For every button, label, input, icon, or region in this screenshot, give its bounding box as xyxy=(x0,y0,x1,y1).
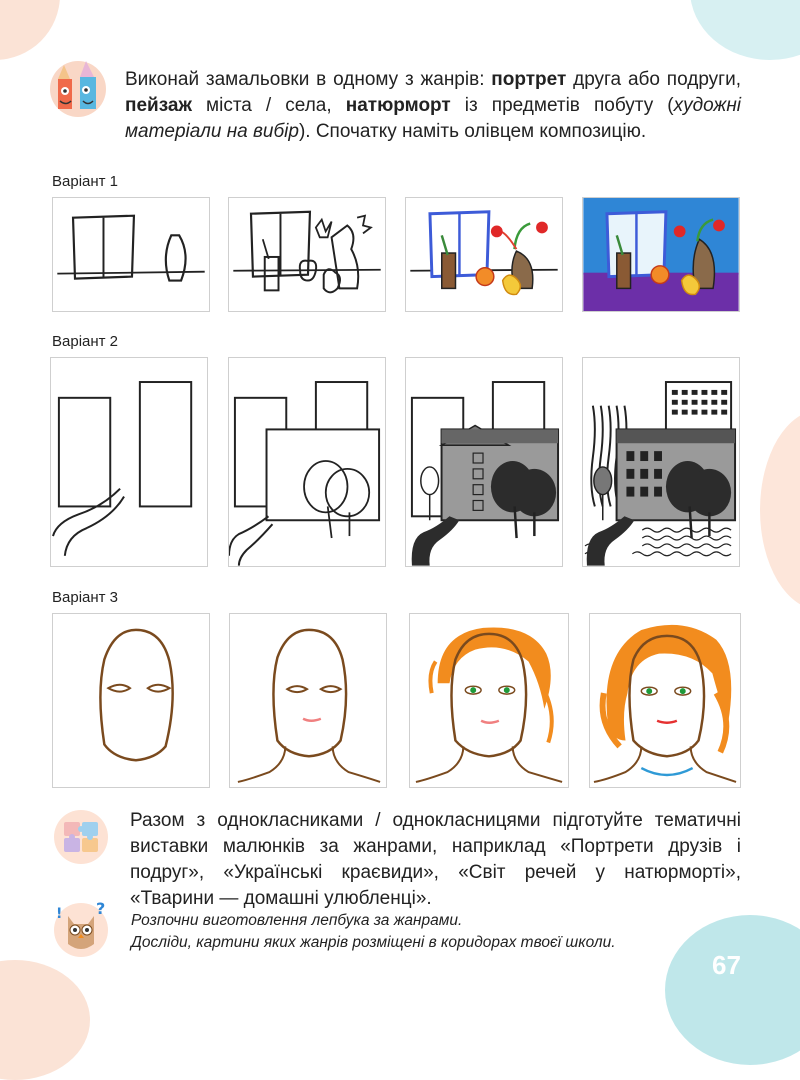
variant-1-step-3 xyxy=(405,197,563,312)
intro-text-2: друга або подруги, xyxy=(566,69,741,90)
group-task-paragraph: Разом з однокласниками / однокласницями підготуйте тематичні виставки малюнків за жанрами, наприклад «Портрети друзів і подруг», «Українські краєвиди», «Світ речей у натюрморті», «Тварини — домашні улюбленці». xyxy=(130,810,741,909)
task-intro-paragraph xyxy=(125,67,741,145)
intro-bold-still-life: натюрморт xyxy=(345,95,451,116)
variant-1-step-1 xyxy=(52,197,210,312)
variant-2-label: Варіант 2 xyxy=(52,333,119,350)
page-number: 67 xyxy=(712,950,741,980)
owl-question-icon xyxy=(52,900,110,958)
intro-text-3: міста / села, xyxy=(191,95,346,116)
variant-1-step-2 xyxy=(228,197,386,312)
intro-text-1: Виконай замальовки в одному з жанрів: xyxy=(125,69,492,90)
decor-blob-top-right xyxy=(690,0,800,60)
variant-3-step-4 xyxy=(589,613,741,788)
variant-1-label: Варіант 1 xyxy=(52,173,119,190)
intro-text-5: ). Спочатку наміть олівцем композицію. xyxy=(298,121,647,142)
variant-2-step-1 xyxy=(50,357,208,567)
decor-blob-bottom-left xyxy=(0,960,90,1080)
decor-blob-top-left xyxy=(0,0,60,60)
variant-2-step-2 xyxy=(228,357,386,567)
puzzle-icon xyxy=(52,808,110,866)
svg-text:?: ? xyxy=(96,900,106,918)
research-line-2: Досліди, картини яких жанрів розміщені в коридорах твоєї школи. xyxy=(131,934,616,951)
variant-3-step-3 xyxy=(409,613,569,788)
intro-text-4: із предметів побуту ( xyxy=(450,95,674,116)
variant-1-step-4 xyxy=(582,197,740,312)
pencil-characters-icon xyxy=(46,55,110,119)
variant-2-step-4 xyxy=(582,357,740,567)
svg-text:!: ! xyxy=(56,906,63,922)
decor-blob-right xyxy=(760,410,800,610)
variant-2-step-3 xyxy=(405,357,563,567)
research-line-1: Розпочни виготовлення лепбука за жанрами. xyxy=(131,912,463,929)
decor-blob-bottom-right xyxy=(665,915,800,1065)
intro-bold-landscape: пейзаж xyxy=(125,95,192,116)
variant-3-step-2 xyxy=(229,613,387,788)
intro-italic-materials: художні матеріали на вибір xyxy=(125,95,741,142)
variant-3-step-1 xyxy=(52,613,210,788)
intro-bold-portrait: портрет xyxy=(491,69,567,90)
research-tip xyxy=(131,910,616,954)
variant-3-label: Варіант 3 xyxy=(52,589,119,606)
